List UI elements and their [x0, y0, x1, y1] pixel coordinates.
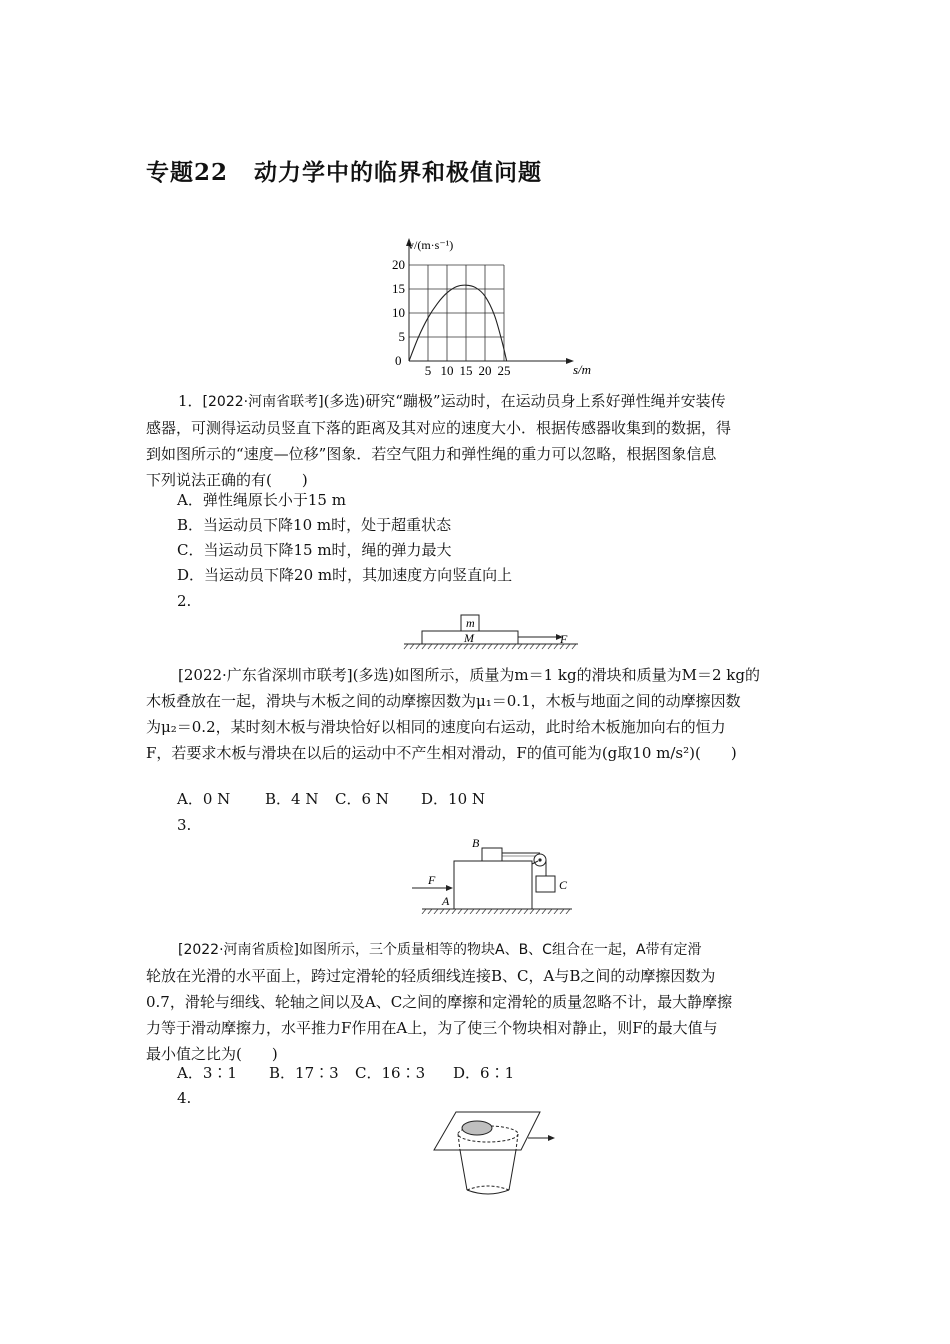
q1-line-4: 下列说法正确的有( )	[146, 471, 308, 489]
q2-options	[177, 788, 485, 810]
q3-options	[177, 1062, 514, 1084]
q1-line-1	[146, 388, 806, 415]
label-F: F	[428, 873, 436, 887]
cup-left-wall	[460, 1150, 467, 1190]
q2-option-d[interactable]: D．10 N	[421, 790, 486, 808]
label-m: m	[466, 616, 475, 630]
question-2	[146, 662, 806, 766]
label-M: M	[464, 631, 474, 645]
q1-source: [2022·河南省联考]	[202, 394, 324, 410]
q2-option-c[interactable]: C．6 N	[335, 790, 389, 808]
q4-number: 4.	[177, 1089, 192, 1107]
x-tick-label: 10	[440, 363, 454, 378]
x-tick-label: 15	[459, 363, 473, 378]
q3-pulley-figure	[408, 834, 578, 914]
q1-number: 1．	[178, 392, 203, 410]
chart-xlabel: s/m	[573, 362, 592, 377]
q3-line-5: 最小值之比为( )	[146, 1045, 278, 1063]
q2-option-a[interactable]: A．0 N	[177, 790, 231, 808]
force-arrowhead	[446, 885, 453, 891]
y-tick-label: 20	[392, 257, 405, 272]
q2-option-b[interactable]: B．4 N	[265, 790, 319, 808]
velocity-displacement-chart	[380, 232, 610, 380]
question-1	[146, 388, 806, 493]
ground-hatching	[404, 644, 576, 649]
q3-line-2: 轮放在光滑的水平面上，跨过定滑轮的轻质细线连接B、C，A与B之间的动摩擦因数为	[146, 967, 716, 985]
q3-number: 3.	[177, 816, 192, 834]
y-tick-label: 10	[392, 305, 405, 320]
x-tick-label: 25	[497, 363, 511, 378]
q1-line-2: 感器，可测得运动员竖直下落的距离及其对应的速度大小．根据传感器收集到的数据，得	[146, 419, 732, 437]
label-F: F	[560, 632, 568, 646]
q3-option-b[interactable]: B．17∶3	[269, 1064, 339, 1082]
chart-series-line	[409, 285, 507, 361]
q2-line-2: 木板叠放在一起，滑块与木板之间的动摩擦因数为μ₁＝0.1，木板与地面之间的动摩擦因数	[146, 692, 741, 710]
q1-option-c[interactable]: C．当运动员下降15 m时，绳的弹力最大	[177, 541, 452, 559]
q2-line-1: [2022·广东省深圳市联考](多选)如图所示，质量为m＝1 kg的滑块和质量为M＝2 kg的	[178, 666, 760, 684]
ground-hatching	[422, 909, 570, 914]
label-B: B	[472, 836, 480, 850]
x-tick-label: 5	[424, 363, 432, 378]
label-A: A	[442, 894, 450, 908]
pull-arrowhead	[548, 1135, 555, 1141]
chart-grid	[409, 265, 504, 361]
q3-line-1	[146, 936, 806, 963]
q3-text-1: [2022·河南省质检]如图所示，三个质量相等的物块A、B、C组合在一起，A带有定滑	[178, 942, 702, 958]
cup-bottom-back	[467, 1186, 509, 1190]
q4-cup-card-figure	[420, 1110, 565, 1200]
topic-text: 动力学中的临界和极值问题	[254, 159, 543, 186]
block-C	[536, 876, 555, 892]
cup-bottom-front	[467, 1190, 509, 1194]
block-B	[482, 848, 502, 861]
q1-option-d[interactable]: D．当运动员下降20 m时，其加速度方向竖直向上	[177, 566, 513, 584]
q1-option-b[interactable]: B．当运动员下降10 m时，处于超重状态	[177, 516, 452, 534]
q1-option-a[interactable]: A．弹性绳原长小于15 m	[177, 491, 346, 509]
question-3	[146, 936, 806, 1067]
y-tick-label: 15	[392, 281, 405, 296]
q2-line-3: 为μ₂＝0.2，某时刻木板与滑块恰好以相同的速度向右运动，此时给木板施加向右的恒力	[146, 718, 726, 736]
x-tick-label: 20	[478, 363, 492, 378]
pulley-axle	[538, 858, 541, 861]
q3-option-c[interactable]: C．16∶3	[355, 1064, 426, 1082]
q3-option-d[interactable]: D．6∶1	[453, 1064, 515, 1082]
topic-label: 专题22	[146, 159, 229, 186]
q1-line-3: 到如图所示的“速度—位移”图象．若空气阻力和弹性绳的重力可以忽略，根据图象信息	[146, 445, 717, 463]
q2-number: 2.	[177, 592, 192, 610]
page-title	[146, 154, 542, 187]
cup-right-wall	[509, 1150, 516, 1190]
q3-option-a[interactable]: A．3∶1	[177, 1064, 237, 1082]
q1-text-1: (多选)研究“蹦极”运动时，在运动员身上系好弹性绳并安装传	[323, 392, 726, 410]
block-A	[454, 861, 532, 909]
q2-line-4: F，若要求木板与滑块在以后的运动中不产生相对滑动，F的值可能为(g取10 m/s²)( )	[146, 744, 737, 762]
label-C: C	[559, 878, 568, 892]
q3-line-3: 0.7，滑轮与细线、轮轴之间以及A、C之间的摩擦和定滑轮的质量忽略不计，最大静摩擦	[146, 993, 733, 1011]
chart-origin-label: 0	[395, 353, 402, 368]
q3-line-4: 力等于滑动摩擦力，水平推力F作用在A上，为了使三个物块相对静止，则F的最大值与	[146, 1019, 718, 1037]
coin	[462, 1121, 492, 1135]
q2-board-block-figure	[400, 612, 585, 652]
y-tick-label: 5	[398, 329, 405, 344]
chart-axes	[406, 238, 574, 364]
chart-ylabel: v/(m·s⁻¹)	[408, 238, 454, 252]
